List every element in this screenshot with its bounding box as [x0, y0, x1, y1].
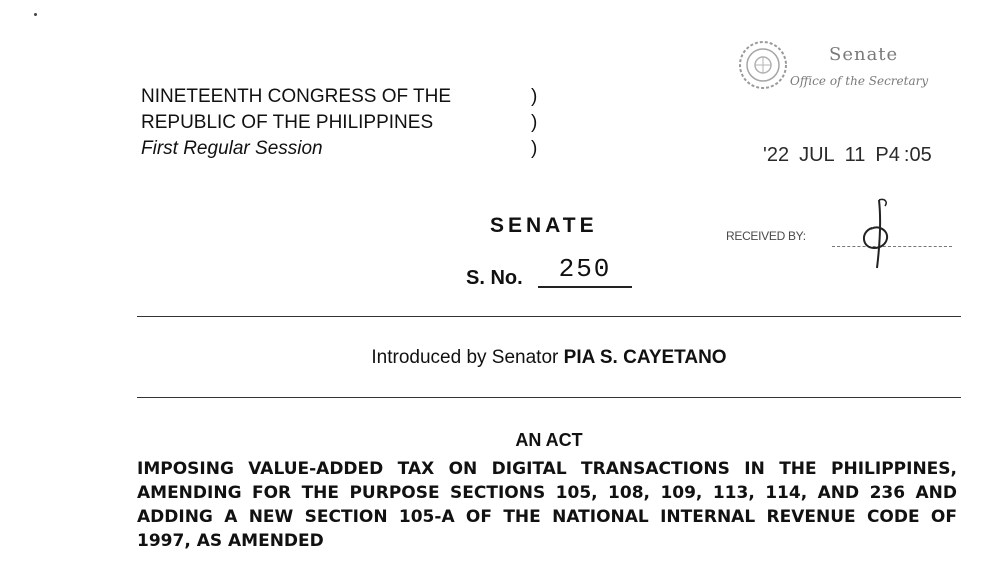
congress-line: REPUBLIC OF THE PHILIPPINES	[141, 112, 434, 133]
session-label: First Regular Session	[141, 138, 323, 159]
senate-label: SENATE	[490, 214, 598, 237]
congress-header	[141, 84, 451, 162]
stamp-day: 11	[844, 144, 866, 166]
stamp-hour: P4	[875, 144, 900, 166]
stamp-year: '22	[763, 144, 790, 166]
stamp-month: JUL	[799, 144, 835, 166]
stamp-subtitle: Office of the Secretary	[790, 74, 929, 88]
senate-seal-icon	[738, 40, 788, 90]
congress-line: NINETEENTH CONGRESS OF THE	[141, 86, 452, 107]
introduced-by-prefix: Introduced by Senator	[371, 347, 564, 368]
scan-speck	[34, 13, 37, 16]
paren: )	[531, 86, 538, 107]
bill-number-label: S. No.	[466, 267, 523, 289]
received-timestamp	[763, 144, 942, 167]
introduced-by-line	[137, 347, 961, 369]
paren: )	[531, 138, 538, 159]
signature-mark-icon	[852, 198, 912, 270]
bill-number-value: 250	[538, 252, 632, 288]
act-heading: AN ACT	[515, 430, 583, 450]
act-title: IMPOSING VALUE-ADDED TAX ON DIGITAL TRANSACTIONS IN THE PHILIPPINES, AMENDING FOR THE PURPOSE SECTIONS 105, 108, 109, 113, 114, AND 236 AND ADDING A NEW SECTION 105-A OF THE NATIONAL INTERNAL REVENUE CODE OF 1997, AS AMENDED	[137, 459, 957, 551]
stamp-title: Senate	[829, 44, 899, 65]
divider-top	[137, 316, 961, 317]
header-parens	[531, 84, 537, 162]
divider-bottom	[137, 397, 961, 398]
paren: )	[531, 112, 538, 133]
senator-name: PIA S. CAYETANO	[563, 347, 727, 368]
received-by-label: RECEIVED BY:	[726, 229, 806, 243]
stamp-minute: :05	[903, 144, 932, 166]
